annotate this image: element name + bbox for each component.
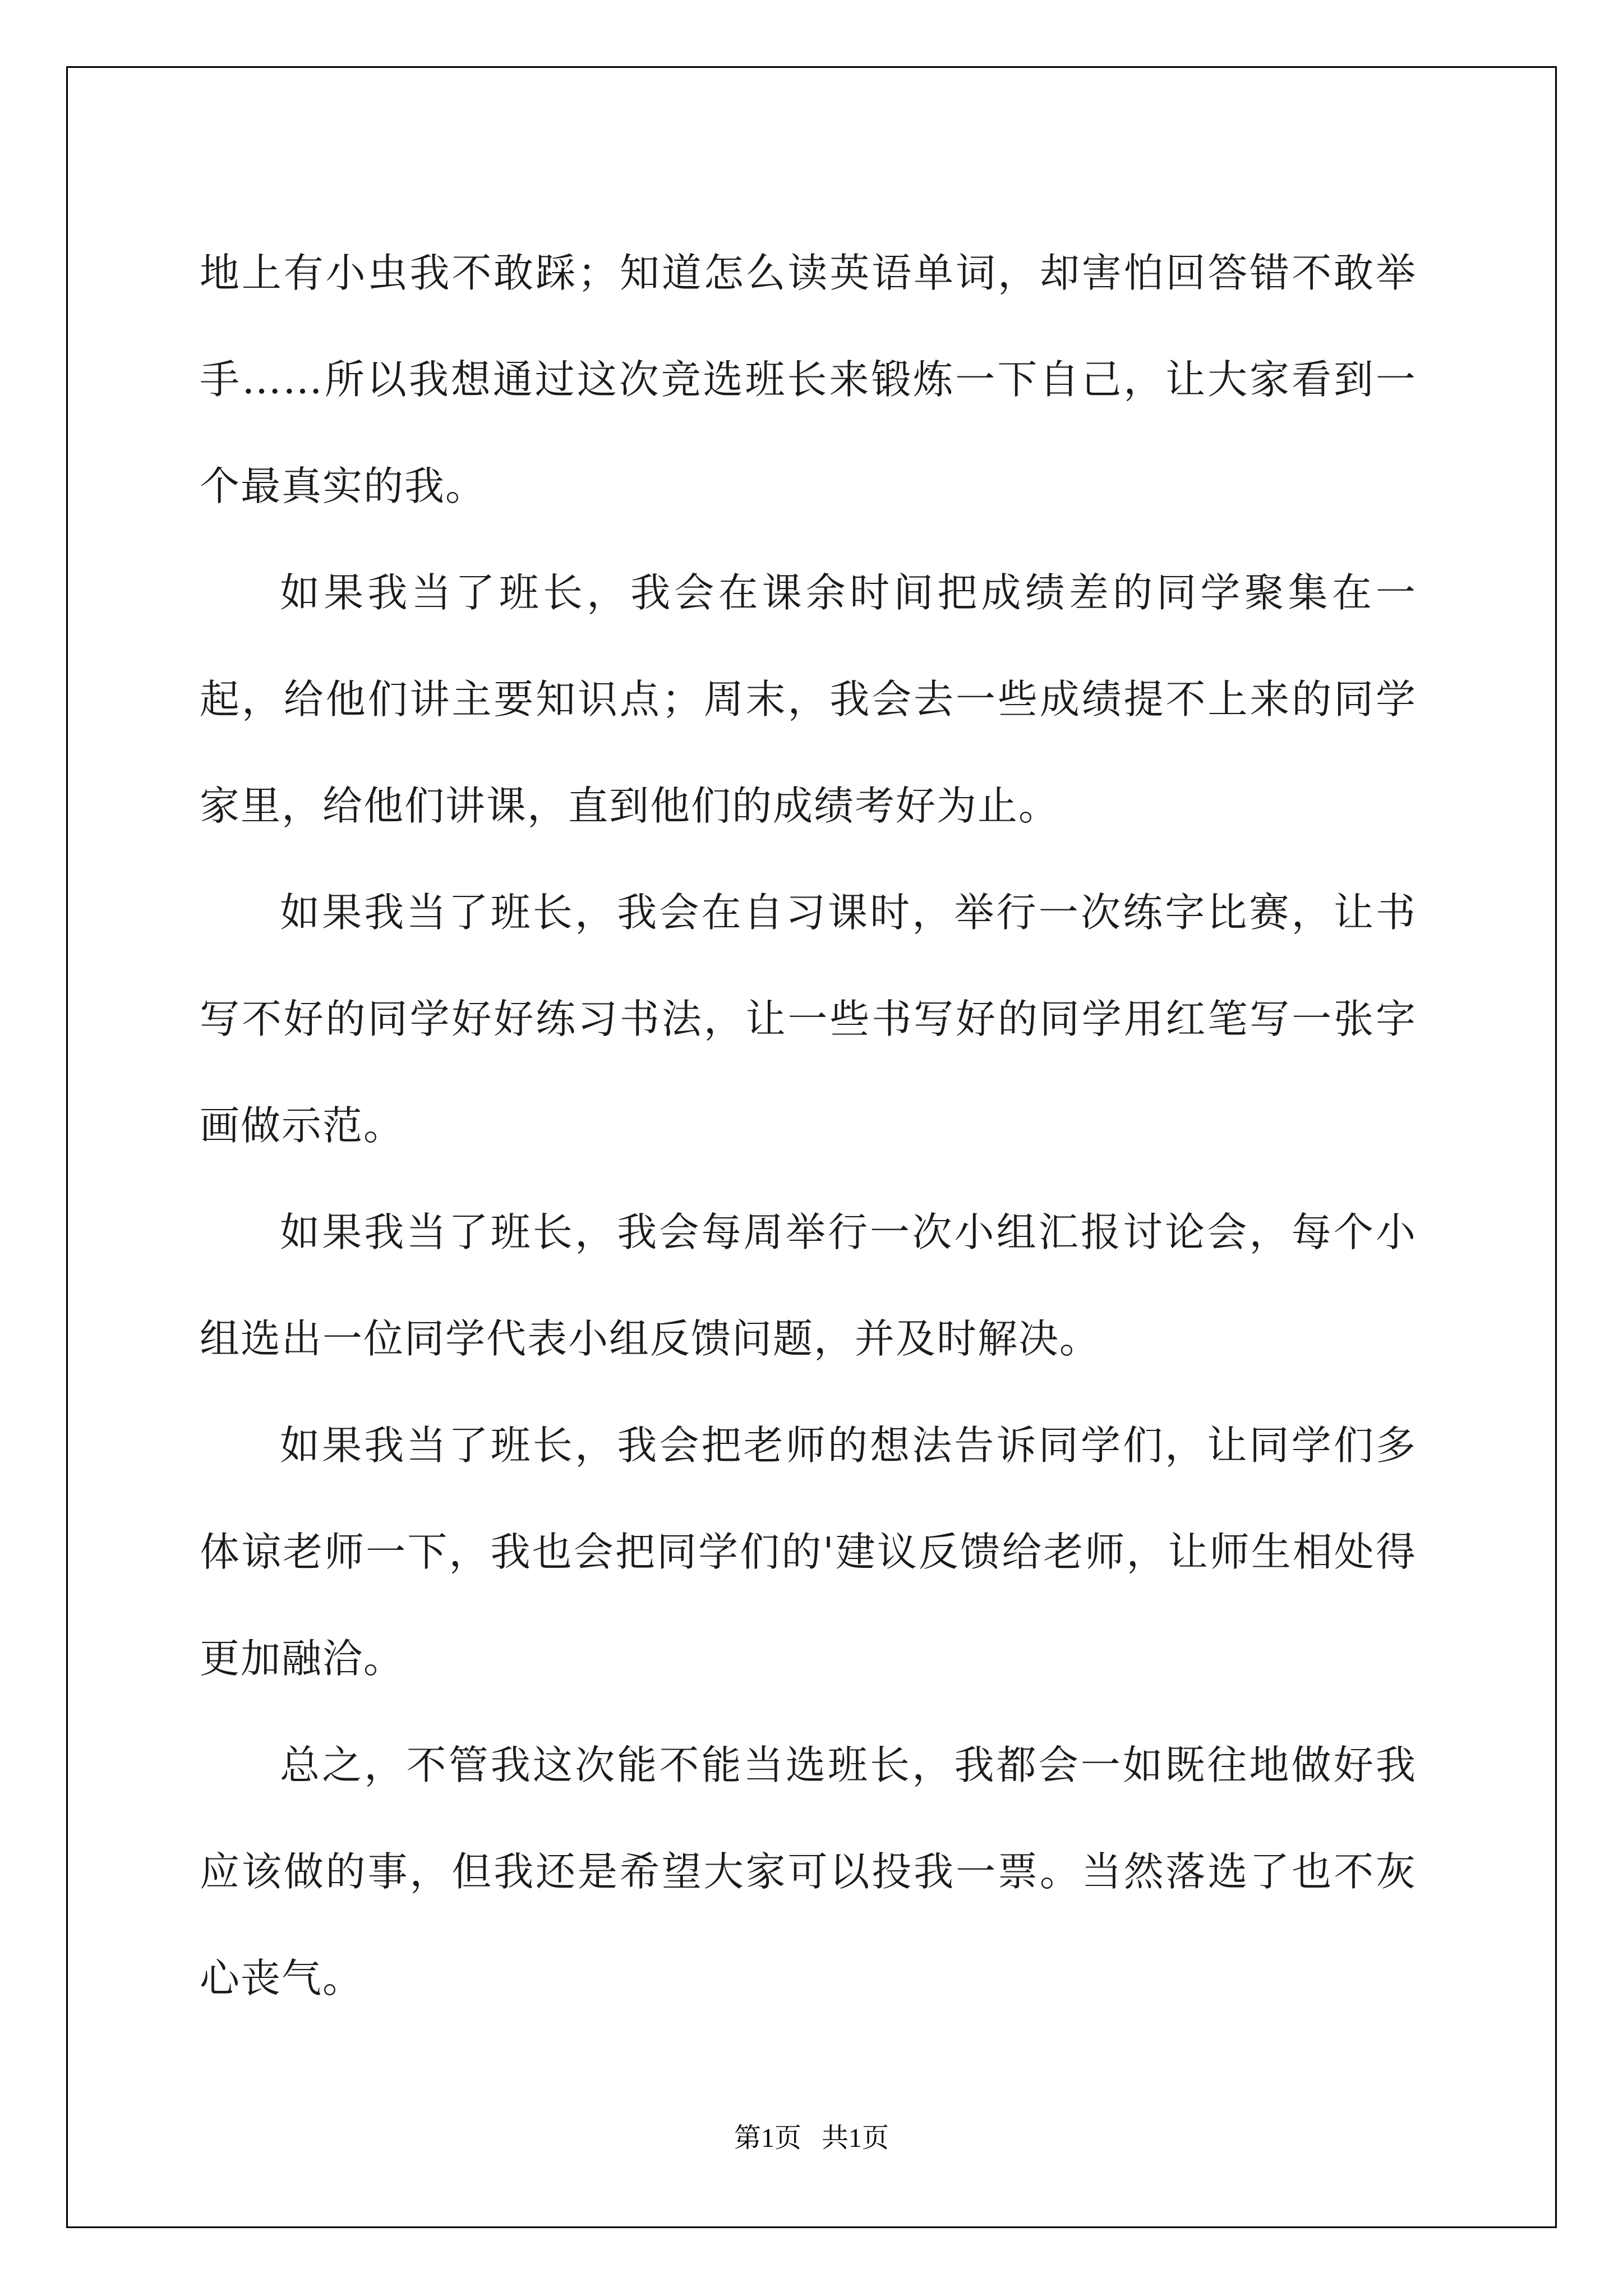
page-number-footer: 第1页 共1页 (734, 2123, 889, 2153)
document-body (200, 220, 1417, 2032)
paragraph-1: 地上有小虫我不敢踩；知道怎么读英语单词，却害怕回答错不敢举手……所以我想通过这次竞选班长来锻炼一下自己，让大家看到一个最真实的我。 (200, 250, 1417, 509)
paragraph-5: 如果我当了班长，我会把老师的想法告诉同学们，让同学们多体谅老师一下，我也会把同学们的'建议反馈给老师，让师生相处得更加融洽。 (200, 1422, 1417, 1682)
paragraph-2: 如果我当了班长，我会在课余时间把成绩差的同学聚集在一起，给他们讲主要知识点；周末，我会去一些成绩提不上来的同学家里，给他们讲课，直到他们的成绩考好为止。 (200, 569, 1417, 829)
paragraph-4: 如果我当了班长，我会每周举行一次小组汇报讨论会，每个小组选出一位同学代表小组反馈问题，并及时解决。 (200, 1209, 1417, 1362)
paragraph-3: 如果我当了班长，我会在自习课时，举行一次练字比赛，让书写不好的同学好好练习书法，让一些书写好的同学用红笔写一张字画做示范。 (200, 889, 1417, 1149)
paragraph-6: 总之，不管我这次能不能当选班长，我都会一如既往地做好我应该做的事，但我还是希望大家可以投我一票。当然落选了也不灰心丧气。 (200, 1742, 1417, 2001)
